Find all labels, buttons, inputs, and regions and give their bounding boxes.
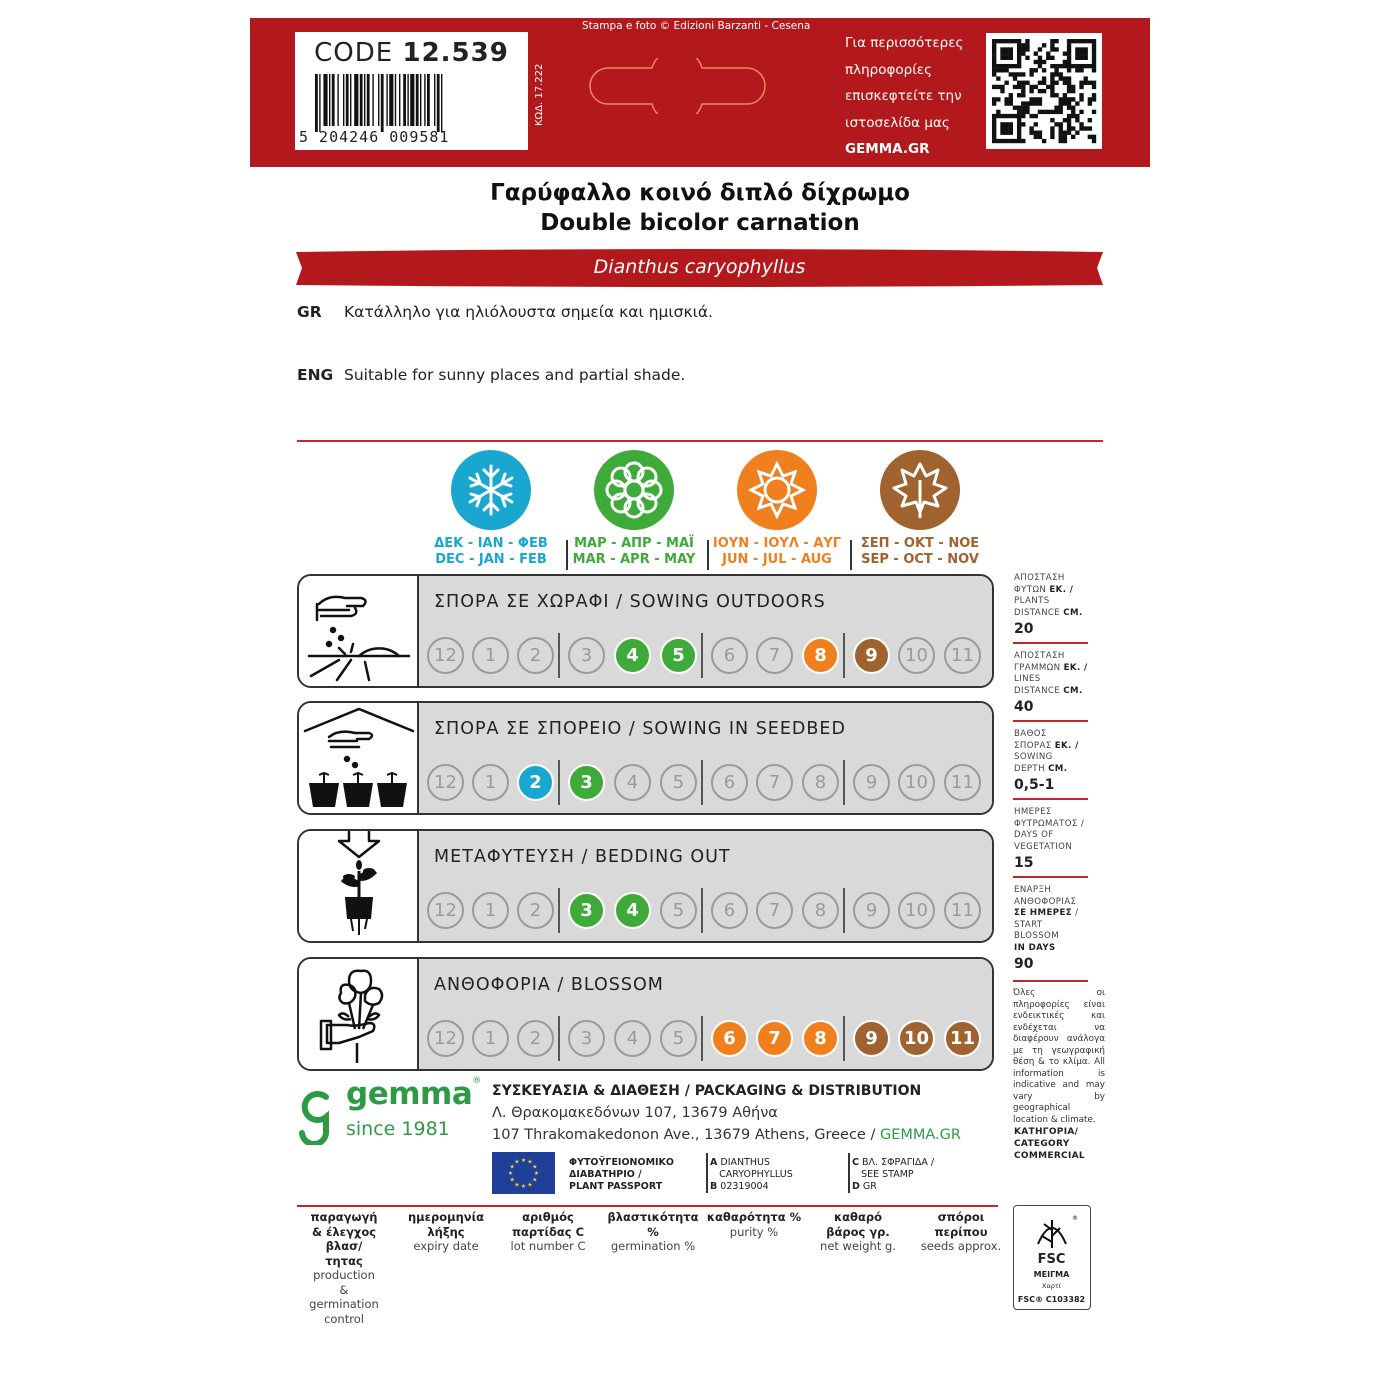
printer-credit: Stampa e foto © Edizioni Barzanti - Cesena bbox=[582, 20, 811, 32]
month-5: 5 bbox=[660, 1020, 697, 1057]
qr-code-icon[interactable] bbox=[986, 33, 1102, 149]
month-1: 1 bbox=[472, 892, 509, 929]
title-greek: Γαρύφαλλο κοινό διπλό δίχρωμο bbox=[490, 180, 910, 206]
spec-start-blossom: ΕΝΑΡΞΗ ΑΝΘΟΦΟΡΙΑΣ ΣΕ ΗΜΕΡΕΣ / START BLOSSOM IN DAYS 90 bbox=[1014, 885, 1079, 972]
month-7: 7 bbox=[756, 637, 793, 674]
month-11: 11 bbox=[944, 1020, 981, 1057]
description-english: ENG Suitable for sunny places and partial shade. bbox=[297, 366, 686, 384]
info-field: παραγωγή & έλεγχος βλασ/τητας production & germination control bbox=[309, 1210, 379, 1326]
month-7: 7 bbox=[756, 892, 793, 929]
svg-text:★: ★ bbox=[509, 1163, 515, 1171]
month-12: 12 bbox=[427, 892, 464, 929]
info-field: ημερομηνία λήξης expiry date bbox=[407, 1210, 485, 1253]
info-field: βλαστικότητα % germination % bbox=[607, 1210, 699, 1253]
seedbed-icon bbox=[299, 703, 419, 813]
hang-slot-icon bbox=[580, 58, 775, 114]
month-2: 2 bbox=[517, 892, 554, 929]
row-sowing-seedbed bbox=[297, 701, 994, 815]
season-summer: ΙΟΥΝ - ΙΟΥΛ - ΑΥΓ JUN - JUL - AUG bbox=[707, 450, 847, 568]
disclaimer: Όλες οι πληροφορίες είναι ενδεικτικές και ενδέχεται να διαφέρουν ανάλογα με τη γεωγραφική θέση & το κλίμα. All information is indicative and may vary by geographical location & climate. bbox=[1013, 988, 1105, 1125]
month-3: 3 bbox=[568, 892, 605, 929]
svg-text:★: ★ bbox=[532, 1163, 538, 1171]
svg-text:★: ★ bbox=[507, 1170, 514, 1177]
season-divider bbox=[701, 633, 703, 678]
row-sowing-outdoors bbox=[297, 574, 994, 688]
info-field: αριθμός παρτίδας C lot number C bbox=[510, 1210, 586, 1253]
month-2: 2 bbox=[517, 637, 554, 674]
season-divider bbox=[558, 760, 560, 805]
fsc-tree-icon bbox=[1014, 1208, 1090, 1254]
brand-since: since 1981 bbox=[346, 1118, 450, 1140]
season-divider bbox=[843, 633, 845, 678]
spec-plants-distance: ΑΠΟΣΤΑΣΗ ΦΥΤΩΝ ΕΚ. / PLANTS DISTANCE CM. 20 bbox=[1014, 573, 1083, 637]
passport-stamp: C ΒΛ. ΣΦΡΑΓΙΔΑ / SEE STAMP D GR bbox=[852, 1157, 935, 1192]
latin-name: Dianthus caryophyllus bbox=[593, 256, 806, 278]
row-blossom bbox=[297, 957, 994, 1071]
flower-icon bbox=[594, 450, 674, 530]
divider bbox=[297, 440, 1103, 442]
spec-lines-distance: ΑΠΟΣΤΑΣΗ ΓΡΑΜΜΩΝ ΕΚ. / LINES DISTANCE CM. 40 bbox=[1014, 651, 1088, 715]
barcode-label bbox=[295, 32, 528, 150]
month-12: 12 bbox=[427, 1020, 464, 1057]
row-bedding-out bbox=[297, 829, 994, 943]
svg-text:★: ★ bbox=[514, 1158, 520, 1166]
row-label: ΣΠΟΡΑ ΣΕ ΧΩΡΑΦΙ / SOWING OUTDOORS bbox=[434, 592, 826, 612]
month-12: 12 bbox=[427, 764, 464, 801]
month-track bbox=[427, 892, 993, 932]
svg-text:★: ★ bbox=[527, 1181, 533, 1189]
barcode-icon bbox=[315, 74, 515, 132]
address-greek: Λ. Θρακομακεδόνων 107, 13679 Αθήνα bbox=[492, 1105, 778, 1121]
fsc-badge: ® FSC ΜΕΙΓΜΑ Χαρτί FSC® C103382 bbox=[1013, 1205, 1091, 1310]
website-link[interactable]: GEMMA.GR bbox=[845, 141, 930, 157]
website-info: Για περισσότερες πληροφορίες επισκεφτείτε την ιστοσελίδα μας GEMMA.GR bbox=[845, 30, 985, 163]
season-divider bbox=[701, 760, 703, 805]
svg-text:★: ★ bbox=[514, 1181, 520, 1189]
blossom-icon bbox=[299, 959, 419, 1069]
month-4: 4 bbox=[614, 1020, 651, 1057]
season-autumn: ΣΕΠ - ΟΚΤ - ΝΟΕ SEP - OCT - NOV bbox=[850, 450, 990, 568]
packaging-title: ΣΥΣΚΕΥΑΣΙΑ & ΔΙΑΘΕΣΗ / PACKAGING & DISTRIBUTION bbox=[492, 1083, 922, 1099]
month-9: 9 bbox=[853, 1020, 890, 1057]
transplant-icon bbox=[299, 831, 419, 941]
month-7: 7 bbox=[756, 1020, 793, 1057]
month-7: 7 bbox=[756, 764, 793, 801]
season-divider bbox=[701, 1016, 703, 1061]
svg-text:★: ★ bbox=[532, 1176, 538, 1184]
month-11: 11 bbox=[944, 892, 981, 929]
month-4: 4 bbox=[614, 892, 651, 929]
month-3: 3 bbox=[568, 764, 605, 801]
month-11: 11 bbox=[944, 637, 981, 674]
snowflake-icon bbox=[451, 450, 531, 530]
month-8: 8 bbox=[802, 764, 839, 801]
description-greek: GR Κατάλληλο για ηλιόλουστα σημεία και ημισκιά. bbox=[297, 303, 713, 321]
month-9: 9 bbox=[853, 764, 890, 801]
season-divider bbox=[558, 1016, 560, 1061]
month-3: 3 bbox=[568, 1020, 605, 1057]
season-divider bbox=[558, 888, 560, 933]
month-2: 2 bbox=[517, 764, 554, 801]
info-field: καθαρότητα % purity % bbox=[706, 1210, 802, 1239]
eu-flag-icon bbox=[492, 1152, 555, 1194]
product-code: CODE 12.539 bbox=[314, 38, 509, 68]
month-8: 8 bbox=[802, 637, 839, 674]
svg-text:★: ★ bbox=[509, 1176, 515, 1184]
month-8: 8 bbox=[802, 892, 839, 929]
month-1: 1 bbox=[472, 1020, 509, 1057]
month-6: 6 bbox=[711, 892, 748, 929]
month-track bbox=[427, 1020, 993, 1060]
season-divider bbox=[843, 888, 845, 933]
address-english: 107 Thrakomakedonon Ave., 13679 Athens, Greece / GEMMA.GR bbox=[492, 1127, 961, 1143]
month-track bbox=[427, 637, 993, 677]
info-field: καθαρό βάρος γρ. net weight g. bbox=[820, 1210, 896, 1253]
month-1: 1 bbox=[472, 764, 509, 801]
month-10: 10 bbox=[898, 637, 935, 674]
month-10: 10 bbox=[898, 1020, 935, 1057]
spec-days-vegetation: ΗΜΕΡΕΣ ΦΥΤΡΩΜΑΤΟΣ / DAYS OF VEGETATION 15 bbox=[1014, 807, 1085, 871]
leaf-icon bbox=[880, 450, 960, 530]
month-track bbox=[427, 764, 993, 804]
month-10: 10 bbox=[898, 764, 935, 801]
month-6: 6 bbox=[711, 1020, 748, 1057]
svg-text:★: ★ bbox=[520, 1183, 527, 1190]
month-2: 2 bbox=[517, 1020, 554, 1057]
season-divider bbox=[558, 633, 560, 678]
month-11: 11 bbox=[944, 764, 981, 801]
title-english: Double bicolor carnation bbox=[540, 210, 860, 236]
barcode-digits: 5 204246 009581 bbox=[299, 128, 450, 146]
month-9: 9 bbox=[853, 637, 890, 674]
season-divider bbox=[843, 1016, 845, 1061]
row-label: ΑΝΘΟΦΟΡΙΑ / BLOSSOM bbox=[434, 975, 664, 995]
info-field: σπόροι περίπου seeds approx. bbox=[920, 1210, 1002, 1253]
kod-number: ΚΩΔ. 17.222 bbox=[534, 63, 545, 126]
month-5: 5 bbox=[660, 892, 697, 929]
month-12: 12 bbox=[427, 637, 464, 674]
month-10: 10 bbox=[898, 892, 935, 929]
month-4: 4 bbox=[614, 764, 651, 801]
passport-species: A DIANTHUS CARYOPHYLLUS B 02319004 bbox=[710, 1157, 793, 1192]
svg-text:®: ® bbox=[1072, 1215, 1078, 1222]
divider bbox=[297, 1205, 998, 1207]
row-label: ΜΕΤΑΦΥΤΕΥΣΗ / BEDDING OUT bbox=[434, 847, 731, 867]
plant-passport-label: ΦΥΤΟΫΓΕΙΟΝΟΜΙΚΟ ΔΙΑΒΑΤΗΡΙΟ / PLANT PASSPORT bbox=[569, 1157, 674, 1192]
sowing-outdoors-icon bbox=[299, 576, 419, 686]
month-6: 6 bbox=[711, 764, 748, 801]
month-5: 5 bbox=[660, 637, 697, 674]
season-divider bbox=[701, 888, 703, 933]
month-1: 1 bbox=[472, 637, 509, 674]
month-8: 8 bbox=[802, 1020, 839, 1057]
svg-text:★: ★ bbox=[520, 1157, 527, 1164]
header-band bbox=[250, 18, 1150, 167]
sun-icon bbox=[737, 450, 817, 530]
month-3: 3 bbox=[568, 637, 605, 674]
month-9: 9 bbox=[853, 892, 890, 929]
svg-text:★: ★ bbox=[533, 1170, 540, 1177]
brand-name: gemma® bbox=[346, 1076, 481, 1112]
season-winter: ΔΕΚ - ΙΑΝ - ΦΕΒ DEC - JAN - FEB bbox=[421, 450, 561, 568]
month-6: 6 bbox=[711, 637, 748, 674]
season-divider bbox=[843, 760, 845, 805]
category: ΚΑΤΗΓΟΡΙΑ/ CATEGORY COMMERCIAL bbox=[1014, 1127, 1085, 1161]
website-link[interactable]: GEMMA.GR bbox=[879, 1127, 961, 1143]
gemma-logo-icon bbox=[296, 1083, 336, 1145]
spec-sowing-depth: ΒΑΘΟΣ ΣΠΟΡΑΣ ΕΚ. / SOWING DEPTH CM. 0,5-1 bbox=[1014, 729, 1079, 793]
row-label: ΣΠΟΡΑ ΣΕ ΣΠΟΡΕΙΟ / SOWING IN SEEDBED bbox=[434, 719, 846, 739]
svg-text:★: ★ bbox=[527, 1158, 533, 1166]
season-spring: ΜΑΡ - ΑΠΡ - ΜΑΪ MAR - APR - MAY bbox=[564, 450, 704, 568]
month-4: 4 bbox=[614, 637, 651, 674]
month-5: 5 bbox=[660, 764, 697, 801]
